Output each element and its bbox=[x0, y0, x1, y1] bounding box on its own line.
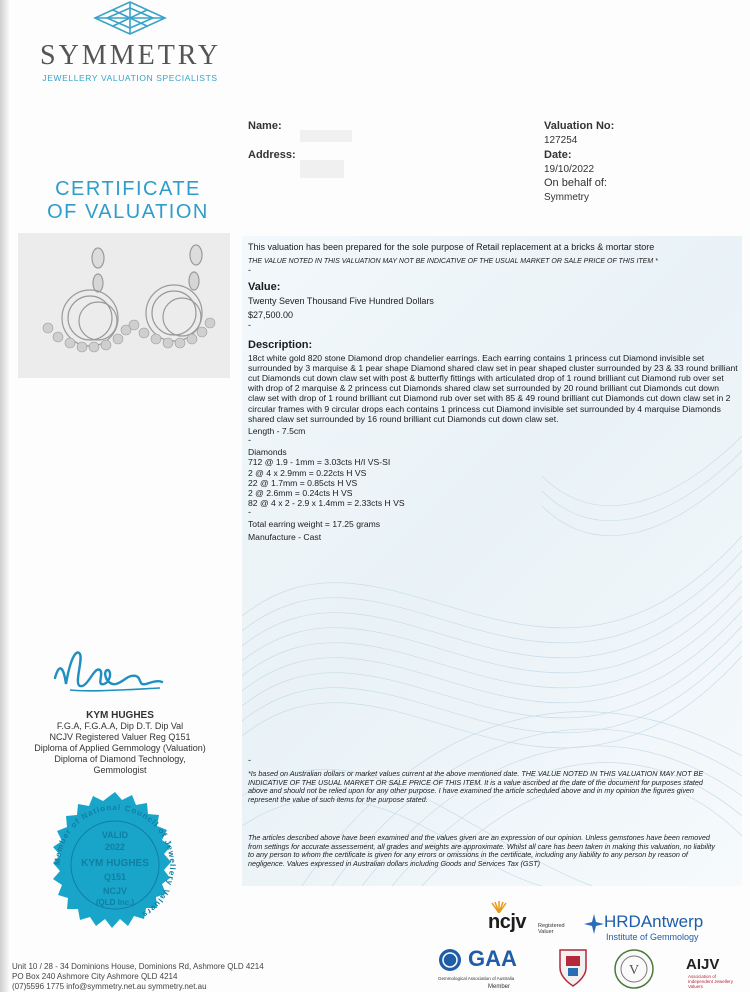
valuer-qualification: NCJV Registered Valuer Reg Q151 bbox=[49, 732, 191, 742]
date-value: 19/10/2022 bbox=[544, 164, 595, 175]
value-in-words: Twenty Seven Thousand Five Hundred Dollars bbox=[248, 295, 434, 306]
hrd-logo-text: HRDAntwerp bbox=[604, 912, 704, 931]
certificate-title-line1: CERTIFICATE bbox=[55, 178, 201, 200]
address-line1: Unit 10 / 28 - 34 Dominions House, Dominions Rd, Ashmore QLD 4214 bbox=[12, 962, 264, 971]
crest-icon bbox=[556, 946, 590, 988]
aijv-logo-text: AIJV bbox=[686, 956, 720, 973]
valuer-signature bbox=[50, 640, 170, 700]
valuer-qualification: Diploma of Applied Gemmology (Valuation) bbox=[34, 743, 206, 753]
seal-name: KYM HUGHES bbox=[81, 858, 149, 869]
value-disclaimer: *Is based on Australian dollars or market values current at the above mentioned date. THE VALUE NOTED IN THIS VALUATION MAY NOT BE INDICATIVE OF THE USUAL MARKET OR SALE PRICE OF THIS ITEM. It is a value ascribed at the date of the document for purposes stated above and should not be relied upon for any other purpose. I have examined the article scheduled above and in my opinion the figures given represent the value of such items for the purpose stated. bbox=[248, 769, 704, 804]
ncjv-subtitle: Registered Valuer bbox=[538, 923, 565, 935]
on-behalf-value: Symmetry bbox=[544, 192, 589, 203]
liability-disclaimer: The articles described above have been examined and the values given are an expression of our opinion. Unless gemstones have been removed from settings for accurate assessement, all grades and weights are approximate. Whilst all care has been taken in making this valuation, no liability to any person to whom the certificate is given for any errors or omissions in the certificate, including any liability to any person by reason of negligence. Values expressed in Australian dollars including Goods and Services Tax (GST) bbox=[248, 833, 716, 868]
separator-dash: - bbox=[248, 755, 251, 765]
separator-dash: - bbox=[248, 435, 251, 446]
hrd-subtitle: Institute of Gemmology bbox=[606, 932, 699, 942]
valuer-qualification: Diploma of Diamond Technology, bbox=[54, 754, 186, 764]
address-label: Address: bbox=[248, 149, 296, 161]
star-icon bbox=[584, 914, 604, 934]
seal-ncjv: NCJV bbox=[102, 886, 128, 896]
address-line2: PO Box 240 Ashmore City Ashmore QLD 4214 bbox=[12, 972, 178, 981]
date-label: Date: bbox=[544, 149, 572, 161]
weight-text: Total earring weight = 17.25 grams bbox=[248, 519, 381, 530]
manufacture-text: Manufacture - Cast bbox=[248, 531, 322, 542]
separator-dash: - bbox=[248, 264, 251, 275]
seal-valid: VALID bbox=[101, 830, 129, 840]
diamond-logo-icon bbox=[93, 0, 167, 36]
seal-reg: Q151 bbox=[103, 872, 127, 882]
separator-dash: - bbox=[248, 319, 251, 330]
contact-line: (07)5596 1775 info@symmetry.net.au symmetry.net.au bbox=[12, 982, 207, 991]
svg-text:V: V bbox=[628, 963, 640, 978]
earrings-photo bbox=[18, 233, 230, 378]
ncjv-logo-text: ncjv bbox=[488, 911, 527, 933]
name-label: Name: bbox=[248, 120, 282, 132]
address-redacted bbox=[300, 160, 344, 178]
footer-address bbox=[12, 962, 264, 992]
valuation-panel bbox=[242, 236, 742, 886]
value-heading: Value: bbox=[248, 280, 281, 293]
valuation-purpose: This valuation has been prepared for the sole purpose of Retail replacement at a bricks & mortar store bbox=[248, 242, 655, 252]
certificate-title bbox=[28, 178, 228, 224]
diamonds-heading: Diamonds bbox=[248, 447, 287, 458]
seal-year: 2022 bbox=[104, 842, 126, 852]
diamond-line: 2 @ 4 x 2.9mm = 0.22cts H VS bbox=[248, 467, 367, 478]
page-edge-shadow bbox=[0, 0, 10, 992]
length-text: Length - 7.5cm bbox=[248, 425, 306, 436]
valuer-block bbox=[20, 710, 220, 776]
gaa-logo-text: GAA bbox=[468, 946, 517, 971]
value-amount: $27,500.00 bbox=[248, 310, 294, 320]
brand-name: SYMMETRY bbox=[40, 40, 222, 71]
certificate-title-line2: OF VALUATION bbox=[47, 201, 209, 223]
valuer-qualification: Gemmologist bbox=[93, 765, 147, 775]
diamond-line: 22 @ 1.7mm = 0.85cts H VS bbox=[248, 477, 358, 488]
aijv-subtitle: Association of Independent Jewellery Valuers bbox=[688, 974, 734, 989]
valuer-emblem-icon bbox=[612, 948, 656, 990]
seal-state: (QLD Inc.) bbox=[95, 898, 135, 907]
separator-dash: - bbox=[248, 507, 251, 518]
valuation-no: 127254 bbox=[544, 135, 578, 146]
value-notice: THE VALUE NOTED IN THIS VALUATION MAY NOT BE INDICATIVE OF THE USUAL MARKET OR SALE PRICE OF THIS ITEM * bbox=[248, 257, 658, 265]
valuer-qualification: F.G.A, F.G.A.A, Dip D.T. Dip Val bbox=[56, 721, 184, 731]
diamond-line: 82 @ 4 x 2 - 2.9 x 1.4mm = 2.33cts H VS bbox=[248, 498, 405, 509]
brand-logo bbox=[40, 0, 220, 83]
diamond-line: 712 @ 1.9 - 1mm = 3.03cts H/I VS-SI bbox=[248, 457, 391, 468]
description-heading: Description: bbox=[248, 338, 313, 351]
brand-tagline: JEWELLERY VALUATION SPECIALISTS bbox=[42, 73, 218, 83]
gaa-subtitle: Gemmological Association of Australia bbox=[438, 976, 515, 981]
valuer-name: KYM HUGHES bbox=[86, 710, 154, 721]
name-redacted bbox=[300, 130, 352, 142]
description-text: 18ct white gold 820 stone Diamond drop chandelier earrings. Each earring contains 1 princess cut Diamond invisible set surrounded by 3 marquise & 1 pear shape Diamond shared claw set in pear shaped cluster surrounded by 23 & 33 round brilliant cut Diamonds cut down claw set with post & butterfly fittings with articulated drop of 1 round brilliant cut Diamond rub over set with drop of 2 marquise & 2 princess cut Diamonds shared claw set surrounded by 20 round brilliant cut Diamonds cut down claw set with drop of 1 round brilliant cut Diamond rub over set with 85 & 49 round brilliant cut Diamonds cut down claw set in 2 circular frames with 9 circular drops each contains 1 princess cut Diamond invisible set surrounded by 4 marquise Diamonds shared claw set surrounded by 16 round brilliant cut Diamonds cut down claw set. bbox=[248, 352, 738, 424]
valuation-no-label: Valuation No: bbox=[544, 120, 615, 132]
gaa-member: Member bbox=[488, 984, 511, 990]
gaa-emblem-icon bbox=[438, 948, 462, 972]
on-behalf-label: On behalf of: bbox=[544, 177, 607, 189]
seal-ring-text: Member of National Council of Jewellery Valuers bbox=[52, 802, 178, 920]
ncjv-seal bbox=[40, 790, 190, 940]
diamond-line: 2 @ 2.6mm = 0.24cts H VS bbox=[248, 487, 353, 498]
